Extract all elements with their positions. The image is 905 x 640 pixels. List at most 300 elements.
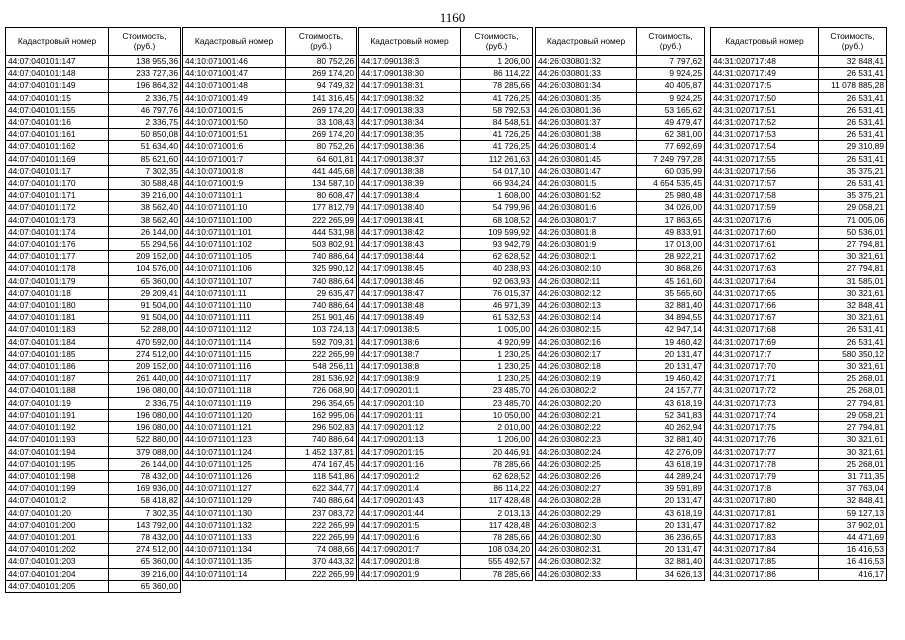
cadastral-number-cell: 44:31:020717:84 (711, 544, 819, 556)
cadastral-number-cell: 44:26:030802:30 (536, 531, 637, 543)
cadastral-number-cell: 44:07:040101:162 (6, 141, 109, 153)
table-row (183, 507, 357, 519)
cost-cell: 33 108,43 (286, 117, 357, 129)
cadastral-number-cell: 44:26:030801:9 (536, 239, 637, 251)
cadastral-number-cell: 44:17:090201:15 (359, 446, 461, 458)
cost-cell: 62 381,00 (637, 129, 705, 141)
table-row (711, 385, 887, 397)
table-row (536, 178, 705, 190)
table-row (711, 190, 887, 202)
cost-cell: 379 088,00 (109, 446, 181, 458)
cost-cell: 58 792,53 (461, 104, 533, 116)
cost-cell: 50 536,01 (819, 226, 887, 238)
table-row (183, 519, 357, 531)
cadastral-number-cell: 44:10:071101:119 (183, 397, 286, 409)
cost-cell: 86 114,22 (461, 483, 533, 495)
table-row (183, 458, 357, 470)
table-row (6, 300, 181, 312)
cost-cell: 30 321,61 (819, 251, 887, 263)
cost-table-5 (710, 27, 887, 581)
cadastral-number-cell: 44:07:040101:173 (6, 214, 109, 226)
table-row (6, 434, 181, 446)
cadastral-number-cell: 44:31:020717:76 (711, 434, 819, 446)
cost-cell: 26 531,41 (819, 324, 887, 336)
cost-cell: 84 548,51 (461, 117, 533, 129)
table-row (711, 56, 887, 68)
cadastral-number-cell: 44:07:040101:203 (6, 556, 109, 568)
cadastral-number-cell: 44:10:071001:6 (183, 141, 286, 153)
cost-cell: 43 618,19 (637, 507, 705, 519)
cost-cell: 91 504,00 (109, 312, 181, 324)
table-row (359, 190, 533, 202)
table-row (711, 129, 887, 141)
cost-cell: 222 265,99 (286, 214, 357, 226)
table-row (183, 141, 357, 153)
table-row (183, 263, 357, 275)
cost-cell: 41 726,25 (461, 92, 533, 104)
cost-cell: 34 026,00 (637, 202, 705, 214)
cadastral-number-cell: 44:17:090201:8 (359, 556, 461, 568)
cost-cell: 55 294,56 (109, 239, 181, 251)
header-cost: Стоимость, (руб.) (819, 28, 887, 56)
cadastral-number-cell: 44:31:020717:58 (711, 190, 819, 202)
table-row (359, 129, 533, 141)
cost-cell: 474 167,45 (286, 458, 357, 470)
cost-cell: 38 562,40 (109, 202, 181, 214)
cost-cell: 16 416,53 (819, 544, 887, 556)
cadastral-number-cell: 44:10:071101:118 (183, 385, 286, 397)
cost-cell: 68 108,52 (461, 214, 533, 226)
cost-cell: 35 375,21 (819, 190, 887, 202)
cost-cell: 25 268,01 (819, 458, 887, 470)
table-row (536, 507, 705, 519)
cadastral-number-cell: 44:26:030802:14 (536, 312, 637, 324)
cadastral-number-cell: 44:31:020717:57 (711, 178, 819, 190)
cost-cell: 30 321,61 (819, 434, 887, 446)
cadastral-number-cell: 44:10:071001:48 (183, 80, 286, 92)
table-row (536, 80, 705, 92)
cost-cell: 103 724,13 (286, 324, 357, 336)
cost-cell: 43 618,19 (637, 458, 705, 470)
cost-cell: 209 152,00 (109, 251, 181, 263)
table-header-row (711, 28, 887, 56)
cost-table-3 (358, 27, 533, 581)
cost-cell: 740 886,64 (286, 251, 357, 263)
cost-cell: 52 341,83 (637, 409, 705, 421)
cadastral-number-cell: 44:17:090201:43 (359, 495, 461, 507)
cost-cell: 32 848,41 (819, 495, 887, 507)
cost-cell: 38 562,40 (109, 214, 181, 226)
cadastral-number-cell: 44:10:071101:116 (183, 361, 286, 373)
table-row (6, 324, 181, 336)
cadastral-number-cell: 44:26:030802:1 (536, 251, 637, 263)
table-row (536, 226, 705, 238)
cost-cell: 77 692,69 (637, 141, 705, 153)
cost-cell: 196 080,00 (109, 422, 181, 434)
cadastral-number-cell: 44:31:020717:52 (711, 117, 819, 129)
table-row (6, 80, 181, 92)
cost-cell: 25 268,01 (819, 373, 887, 385)
cost-cell: 274 512,00 (109, 544, 181, 556)
cadastral-number-cell: 44:31:020717:66 (711, 300, 819, 312)
cost-cell: 51 634,40 (109, 141, 181, 153)
cadastral-number-cell: 44:26:030802:18 (536, 361, 637, 373)
table-row (359, 141, 533, 153)
cadastral-number-cell: 44:31:020717:81 (711, 507, 819, 519)
table-row (6, 287, 181, 299)
cost-cell: 27 794,81 (819, 263, 887, 275)
cost-cell: 40 405,87 (637, 80, 705, 92)
cost-cell: 76 015,37 (461, 287, 533, 299)
cost-cell: 32 881,40 (637, 300, 705, 312)
table-row (359, 446, 533, 458)
cost-cell: 325 990,12 (286, 263, 357, 275)
cadastral-number-cell: 44:07:040101:195 (6, 458, 109, 470)
cost-cell: 40 238,93 (461, 263, 533, 275)
table-row (711, 324, 887, 336)
cost-cell: 117 428,48 (461, 495, 533, 507)
cadastral-number-cell: 44:07:040101:179 (6, 275, 109, 287)
cadastral-number-cell: 44:31:020717:83 (711, 531, 819, 543)
cadastral-number-cell: 44:07:040101:188 (6, 385, 109, 397)
cadastral-number-cell: 44:17:090138:47 (359, 287, 461, 299)
cadastral-number-cell: 44:26:030802:22 (536, 422, 637, 434)
cadastral-number-cell: 44:17:090138:4 (359, 190, 461, 202)
table-row (359, 483, 533, 495)
table-row (6, 165, 181, 177)
cadastral-number-cell: 44:10:071101:135 (183, 556, 286, 568)
cost-cell: 27 794,81 (819, 239, 887, 251)
cost-cell: 441 445,68 (286, 165, 357, 177)
table-row (536, 56, 705, 68)
table-row (536, 104, 705, 116)
cost-cell: 23 485,70 (461, 385, 533, 397)
cadastral-number-cell: 44:31:020717:8 (711, 483, 819, 495)
cadastral-number-cell: 44:07:040101:202 (6, 544, 109, 556)
cadastral-number-cell: 44:07:040101:174 (6, 226, 109, 238)
table-row (711, 300, 887, 312)
cadastral-number-cell: 44:07:040101:186 (6, 361, 109, 373)
table-row (183, 129, 357, 141)
cost-cell: 26 531,41 (819, 129, 887, 141)
table-header-row (536, 28, 705, 56)
cadastral-number-cell: 44:10:071101:111 (183, 312, 286, 324)
table-row (536, 434, 705, 446)
table-row (183, 397, 357, 409)
table-row (6, 68, 181, 80)
table-row (711, 80, 887, 92)
cost-cell: 50 850,08 (109, 129, 181, 141)
table-row (6, 202, 181, 214)
table-row (6, 104, 181, 116)
cadastral-number-cell: 44:31:020717:77 (711, 446, 819, 458)
cadastral-number-cell: 44:26:030801:37 (536, 117, 637, 129)
cost-cell: 17 863,65 (637, 214, 705, 226)
cadastral-number-cell: 44:07:040101:201 (6, 531, 109, 543)
cadastral-number-cell: 44:17:090138:44 (359, 251, 461, 263)
table-row (183, 80, 357, 92)
cadastral-number-cell: 44:26:030801:34 (536, 80, 637, 92)
table-row (6, 458, 181, 470)
cadastral-number-cell: 44:17:090138:3 (359, 56, 461, 68)
table-row (359, 287, 533, 299)
cost-cell: 20 131,47 (637, 361, 705, 373)
table-row (183, 324, 357, 336)
cost-cell: 62 628,52 (461, 470, 533, 482)
cost-cell: 91 504,00 (109, 300, 181, 312)
table-row (183, 202, 357, 214)
cost-cell: 470 592,00 (109, 336, 181, 348)
cost-cell: 740 886,64 (286, 300, 357, 312)
cadastral-number-cell: 44:26:030802:16 (536, 336, 637, 348)
cadastral-number-cell: 44:17:090138:37 (359, 153, 461, 165)
cadastral-number-cell: 44:17:090138:6 (359, 336, 461, 348)
cadastral-number-cell: 44:10:071101:129 (183, 495, 286, 507)
cadastral-number-cell: 44:17:090138:41 (359, 214, 461, 226)
cadastral-number-cell: 44:17:090138:32 (359, 92, 461, 104)
table-row (536, 165, 705, 177)
table-row (536, 263, 705, 275)
cadastral-number-cell: 44:31:020717:75 (711, 422, 819, 434)
cadastral-number-cell: 44:07:040101:169 (6, 153, 109, 165)
cost-cell: 52 288,00 (109, 324, 181, 336)
table-row (183, 239, 357, 251)
cadastral-number-cell: 44:31:020717:85 (711, 556, 819, 568)
cost-cell: 61 532,53 (461, 312, 533, 324)
cadastral-number-cell: 44:17:090201:11 (359, 409, 461, 421)
cadastral-number-cell: 44:10:071101:132 (183, 519, 286, 531)
cadastral-number-cell: 44:10:071001:46 (183, 56, 286, 68)
table-row (711, 263, 887, 275)
table-row (6, 178, 181, 190)
cadastral-number-cell: 44:31:020717:5 (711, 80, 819, 92)
cadastral-number-cell: 44:17:090201:13 (359, 434, 461, 446)
cadastral-number-cell: 44:31:020717:48 (711, 56, 819, 68)
table-row (536, 324, 705, 336)
cost-cell: 39 216,00 (109, 568, 181, 580)
table-row (711, 422, 887, 434)
cadastral-number-cell: 44:26:030802:20 (536, 397, 637, 409)
cadastral-number-cell: 44:07:040101:177 (6, 251, 109, 263)
header-cadastral-number: Кадастровый номер (711, 28, 819, 56)
table-row (536, 568, 705, 580)
table-row (183, 483, 357, 495)
table-row (536, 68, 705, 80)
table-row (6, 385, 181, 397)
table-row (711, 361, 887, 373)
cadastral-number-cell: 44:07:040101:198 (6, 470, 109, 482)
cost-cell: 42 276,09 (637, 446, 705, 458)
table-row (183, 446, 357, 458)
table-row (711, 348, 887, 360)
cadastral-number-cell: 44:10:071001:5 (183, 104, 286, 116)
table-row (359, 336, 533, 348)
header-cadastral-number: Кадастровый номер (536, 28, 637, 56)
cadastral-number-cell: 44:31:020717:51 (711, 104, 819, 116)
table-row (536, 275, 705, 287)
cost-cell: 1 230,25 (461, 361, 533, 373)
cadastral-number-cell: 44:17:090201:7 (359, 544, 461, 556)
cost-cell: 28 922,21 (637, 251, 705, 263)
cost-cell: 37 763,04 (819, 483, 887, 495)
cost-cell: 80 608,47 (286, 190, 357, 202)
table-row (711, 373, 887, 385)
cost-cell: 53 165,62 (637, 104, 705, 116)
table-row (536, 446, 705, 458)
table-row (6, 361, 181, 373)
cadastral-number-cell: 44:26:030801:52 (536, 190, 637, 202)
table-row (6, 190, 181, 202)
table-row (711, 312, 887, 324)
cadastral-number-cell: 44:17:090201:9 (359, 568, 461, 580)
cost-cell: 34 894,55 (637, 312, 705, 324)
cadastral-number-cell: 44:26:030802:19 (536, 373, 637, 385)
cost-cell: 45 161,60 (637, 275, 705, 287)
table-row (6, 92, 181, 104)
cost-cell: 78 285,66 (461, 531, 533, 543)
cost-cell: 29 058,21 (819, 409, 887, 421)
cadastral-number-cell: 44:26:030802:3 (536, 519, 637, 531)
cost-cell: 41 726,25 (461, 141, 533, 153)
cadastral-number-cell: 44:31:020717:68 (711, 324, 819, 336)
table-row (536, 92, 705, 104)
table-row (536, 312, 705, 324)
table-row (183, 422, 357, 434)
cadastral-number-cell: 44:17:090201:6 (359, 531, 461, 543)
cadastral-number-cell: 44:26:030802:33 (536, 568, 637, 580)
cost-cell: 1 452 137,81 (286, 446, 357, 458)
cost-cell: 7 249 797,28 (637, 153, 705, 165)
table-row (183, 226, 357, 238)
table-row (536, 458, 705, 470)
cadastral-number-cell: 44:26:030801:35 (536, 92, 637, 104)
table-row (359, 239, 533, 251)
cost-cell: 444 531,98 (286, 226, 357, 238)
cadastral-number-cell: 44:17:090138:40 (359, 202, 461, 214)
cadastral-number-cell: 44:17:090138:45 (359, 263, 461, 275)
cost-cell: 93 942,79 (461, 239, 533, 251)
cost-cell: 548 256,11 (286, 361, 357, 373)
cadastral-number-cell: 44:10:071101:112 (183, 324, 286, 336)
cost-cell: 65 360,00 (109, 580, 181, 592)
cost-cell: 118 541,86 (286, 470, 357, 482)
cadastral-number-cell: 44:17:090138:43 (359, 239, 461, 251)
cadastral-number-cell: 44:07:040101:171 (6, 190, 109, 202)
table-row (359, 519, 533, 531)
table-row (359, 373, 533, 385)
table-row (711, 117, 887, 129)
cost-cell: 138 955,36 (109, 56, 181, 68)
cost-cell: 141 316,45 (286, 92, 357, 104)
table-row (183, 409, 357, 421)
cadastral-number-cell: 44:26:030802:21 (536, 409, 637, 421)
cadastral-number-cell: 44:31:020717:54 (711, 141, 819, 153)
cadastral-number-cell: 44:10:071101:121 (183, 422, 286, 434)
cost-cell: 71 005,06 (819, 214, 887, 226)
cadastral-number-cell: 44:26:030802:31 (536, 544, 637, 556)
table-row (359, 312, 533, 324)
cadastral-number-cell: 44:31:020717:63 (711, 263, 819, 275)
cost-cell: 7 302,35 (109, 507, 181, 519)
page-number: 1160 (439, 10, 466, 25)
cost-cell: 26 144,00 (109, 226, 181, 238)
cost-cell: 296 502,83 (286, 422, 357, 434)
table-row (359, 361, 533, 373)
cost-cell: 74 088,66 (286, 544, 357, 556)
cost-cell: 92 063,93 (461, 275, 533, 287)
cost-cell: 36 236,65 (637, 531, 705, 543)
table-row (359, 226, 533, 238)
cadastral-number-cell: 44:26:030802:2 (536, 385, 637, 397)
cadastral-number-cell: 44:26:030802:12 (536, 287, 637, 299)
table-row (183, 470, 357, 482)
cadastral-number-cell: 44:10:071001:7 (183, 153, 286, 165)
cost-cell: 740 886,64 (286, 495, 357, 507)
cost-cell: 143 792,00 (109, 519, 181, 531)
table-row (359, 68, 533, 80)
cost-cell: 80 752,26 (286, 141, 357, 153)
cost-cell: 274 512,00 (109, 348, 181, 360)
cadastral-number-cell: 44:26:030801:33 (536, 68, 637, 80)
table-row (183, 495, 357, 507)
cadastral-number-cell: 44:10:071101:110 (183, 300, 286, 312)
table-row (6, 446, 181, 458)
cost-cell: 39 216,00 (109, 190, 181, 202)
cost-cell: 78 432,00 (109, 470, 181, 482)
cadastral-number-cell: 44:17:090138:8 (359, 361, 461, 373)
cost-cell: 26 531,41 (819, 117, 887, 129)
table-row (536, 141, 705, 153)
cost-cell: 26 144,00 (109, 458, 181, 470)
cost-cell: 46 971,39 (461, 300, 533, 312)
cost-cell: 26 531,41 (819, 178, 887, 190)
cadastral-number-cell: 44:07:040101:178 (6, 263, 109, 275)
table-row (711, 153, 887, 165)
table-row (536, 470, 705, 482)
table-header-row (6, 28, 181, 56)
cost-cell: 580 350,12 (819, 348, 887, 360)
cadastral-number-cell: 44:07:040101:2 (6, 495, 109, 507)
table-row (711, 507, 887, 519)
cadastral-number-cell: 44:07:040101:16 (6, 117, 109, 129)
table-row (711, 458, 887, 470)
cost-cell: 233 727,36 (109, 68, 181, 80)
table-row (359, 568, 533, 580)
table-row (6, 544, 181, 556)
cadastral-number-cell: 44:17:090138:46 (359, 275, 461, 287)
table-row (183, 92, 357, 104)
cost-cell: 19 460,42 (637, 373, 705, 385)
table-row (183, 312, 357, 324)
table-row (183, 568, 357, 580)
table-row (6, 275, 181, 287)
cadastral-number-cell: 44:17:090138:33 (359, 104, 461, 116)
cost-cell: 86 114,22 (461, 68, 533, 80)
cost-cell: 26 531,41 (819, 153, 887, 165)
cadastral-number-cell: 44:10:071001:50 (183, 117, 286, 129)
cost-cell: 196 864,32 (109, 80, 181, 92)
cost-cell: 34 626,13 (637, 568, 705, 580)
cadastral-number-cell: 44:26:030801:7 (536, 214, 637, 226)
cost-cell: 26 531,41 (819, 104, 887, 116)
table-row (711, 544, 887, 556)
cadastral-number-cell: 44:07:040101:191 (6, 409, 109, 421)
table-row (183, 385, 357, 397)
table-row (711, 165, 887, 177)
cost-cell: 66 934,24 (461, 178, 533, 190)
cost-cell: 196 080,00 (109, 385, 181, 397)
cost-cell: 78 285,66 (461, 458, 533, 470)
